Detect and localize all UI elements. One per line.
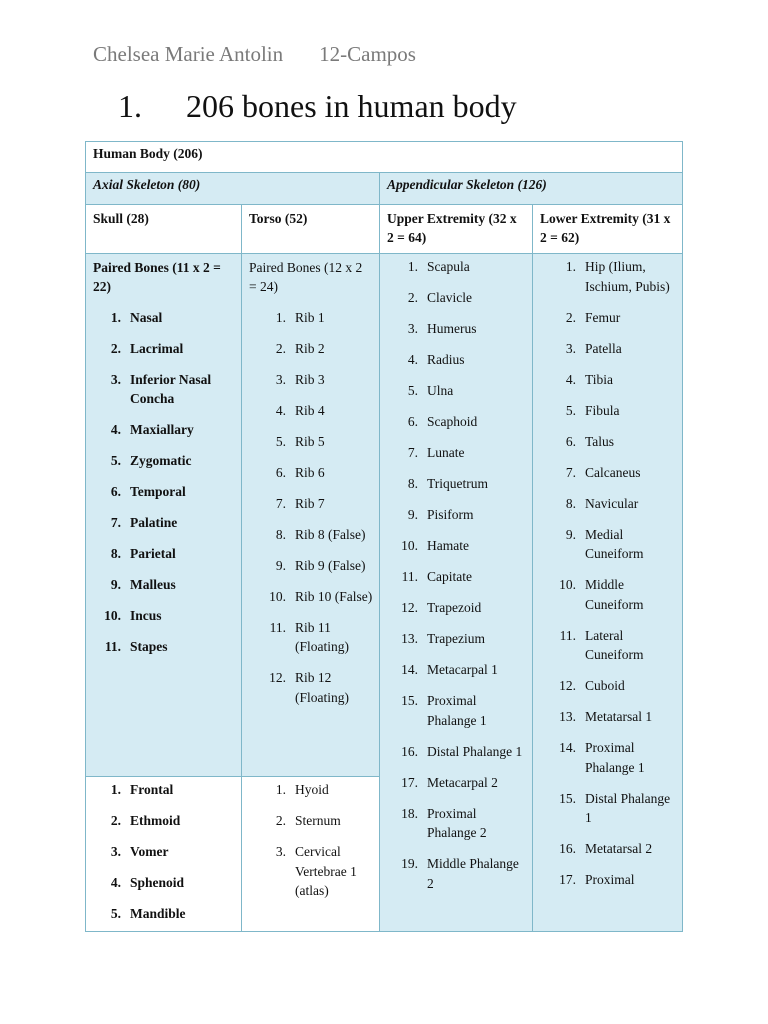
list-item-number: 12. bbox=[401, 600, 418, 615]
upper-extremity-label: Upper Extremity (32 x 2 = 64) bbox=[387, 211, 517, 245]
list-item-text: Proximal Phalange 1 bbox=[585, 740, 645, 775]
list-item-text: Patella bbox=[585, 340, 622, 356]
list-item bbox=[242, 780, 375, 800]
list-item bbox=[242, 842, 375, 901]
list-item bbox=[86, 575, 237, 595]
list-item-number: 17. bbox=[401, 774, 418, 790]
list-item bbox=[533, 370, 678, 390]
list-item bbox=[380, 598, 528, 618]
list-item bbox=[86, 370, 237, 409]
list-item-number: 2. bbox=[110, 813, 121, 828]
torso-single-cell bbox=[242, 777, 380, 932]
list-item-text: Medial Cuneiform bbox=[585, 526, 644, 561]
list-item-number: 2. bbox=[275, 813, 286, 828]
list-item-text: Stapes bbox=[130, 639, 168, 654]
list-item-text: Radius bbox=[427, 352, 465, 367]
list-item-text: Rib 12 (Floating) bbox=[295, 670, 349, 705]
list-item bbox=[380, 567, 528, 587]
list-item-text: Zygomatic bbox=[130, 453, 192, 468]
list-item-text: Mandible bbox=[130, 906, 186, 921]
list-item-text: Distal Phalange 1 bbox=[427, 743, 523, 759]
list-item-number: 4. bbox=[565, 371, 576, 387]
skull-single-cell bbox=[86, 777, 242, 932]
list-item bbox=[533, 308, 678, 328]
torso-cell bbox=[242, 205, 380, 254]
list-item-text: Rib 3 bbox=[295, 371, 325, 387]
list-item bbox=[380, 629, 528, 649]
list-item-number: 6. bbox=[275, 464, 286, 480]
list-item bbox=[533, 707, 678, 727]
appendicular-cell bbox=[380, 173, 683, 205]
list-item-text: Triquetrum bbox=[427, 476, 489, 491]
list-item-text: Hyoid bbox=[295, 782, 329, 797]
list-item-number: 9. bbox=[407, 507, 418, 522]
list-item-number: 2. bbox=[275, 340, 286, 356]
table-title: Human Body (206) bbox=[93, 146, 203, 161]
list-item bbox=[242, 432, 375, 452]
list-item bbox=[86, 873, 237, 893]
list-item-text: Nasal bbox=[130, 309, 163, 325]
skull-paired-cell bbox=[86, 254, 242, 777]
list-item-number: 5. bbox=[110, 906, 121, 921]
torso-paired-list bbox=[242, 308, 379, 708]
axial-cell bbox=[86, 173, 380, 205]
torso-paired-label: Paired Bones (12 x 2 = 24) bbox=[249, 260, 363, 294]
list-item-number: 5. bbox=[275, 433, 286, 449]
class-section: 12-Campos bbox=[319, 42, 416, 66]
list-item bbox=[533, 870, 678, 890]
list-item bbox=[242, 339, 375, 359]
list-item-number: 11. bbox=[104, 639, 121, 654]
list-item-text: Rib 2 bbox=[295, 340, 325, 356]
axial-skeleton-label: Axial Skeleton (80) bbox=[93, 177, 201, 192]
list-item bbox=[242, 370, 375, 390]
list-item-number: 15. bbox=[401, 693, 418, 708]
table-title-cell bbox=[86, 142, 683, 173]
table-body-row bbox=[86, 254, 683, 777]
list-item-number: 8. bbox=[275, 526, 286, 542]
list-item-number: 5. bbox=[565, 402, 576, 418]
list-item-number: 16. bbox=[559, 841, 576, 856]
list-item-number: 10. bbox=[269, 588, 286, 604]
list-item-number: 9. bbox=[565, 526, 576, 542]
list-item-number: 9. bbox=[275, 557, 286, 573]
list-item-text: Proximal bbox=[585, 872, 635, 887]
list-item bbox=[380, 691, 528, 730]
list-item-number: 3. bbox=[110, 371, 121, 387]
list-item-text: Maxiallary bbox=[130, 422, 194, 437]
skull-cell bbox=[86, 205, 242, 254]
list-item-number: 9. bbox=[110, 577, 121, 592]
list-item bbox=[533, 676, 678, 696]
list-item-text: Ulna bbox=[427, 383, 454, 398]
list-item-text: Incus bbox=[130, 608, 162, 623]
list-item-number: 3. bbox=[407, 321, 418, 336]
student-name: Chelsea Marie Antolin bbox=[93, 42, 284, 66]
list-item bbox=[86, 308, 237, 328]
list-item-number: 1. bbox=[110, 782, 121, 797]
list-item bbox=[242, 587, 375, 607]
list-item-text: Vomer bbox=[130, 844, 169, 859]
list-item-number: 8. bbox=[565, 495, 576, 511]
list-item bbox=[86, 811, 237, 831]
list-item bbox=[86, 451, 237, 471]
skull-label: Skull (28) bbox=[93, 211, 149, 226]
list-item-text: Ethmoid bbox=[130, 813, 181, 828]
list-item bbox=[86, 339, 237, 359]
list-item-text: Talus bbox=[585, 433, 615, 449]
list-item-number: 11. bbox=[559, 627, 576, 643]
list-item bbox=[242, 308, 375, 328]
upper-extremity-list bbox=[380, 257, 532, 893]
list-item bbox=[242, 618, 375, 657]
list-item bbox=[380, 288, 528, 308]
list-item-text: Rib 10 (False) bbox=[295, 588, 373, 604]
list-item bbox=[380, 536, 528, 556]
list-item-number: 6. bbox=[407, 414, 418, 429]
list-item-number: 7. bbox=[565, 464, 576, 480]
list-item bbox=[86, 780, 237, 800]
list-item-text: Frontal bbox=[130, 782, 174, 797]
list-item-text: Hamate bbox=[427, 538, 469, 553]
list-item-text: Lacrimal bbox=[130, 340, 184, 356]
list-item-number: 13. bbox=[401, 631, 418, 646]
list-item bbox=[380, 854, 528, 893]
list-item bbox=[380, 443, 528, 463]
list-item-number: 1. bbox=[110, 309, 121, 325]
list-item-text: Palatine bbox=[130, 515, 178, 530]
list-item-text: Clavicle bbox=[427, 290, 472, 305]
list-item-text: Parietal bbox=[130, 546, 176, 561]
list-item-number: 1. bbox=[407, 259, 418, 274]
list-item bbox=[533, 575, 678, 614]
list-item-text: Malleus bbox=[130, 577, 176, 592]
list-item-text: Cuboid bbox=[585, 678, 625, 693]
list-item bbox=[242, 811, 375, 831]
list-item bbox=[380, 660, 528, 680]
list-item-number: 10. bbox=[104, 608, 121, 623]
list-item-number: 14. bbox=[559, 740, 576, 755]
list-item bbox=[380, 257, 528, 277]
list-item bbox=[380, 505, 528, 525]
list-item-number: 4. bbox=[275, 402, 286, 418]
page-heading bbox=[118, 88, 517, 125]
list-item bbox=[242, 556, 375, 576]
list-item bbox=[242, 463, 375, 483]
list-item-number: 14. bbox=[401, 662, 418, 677]
list-item bbox=[533, 738, 678, 777]
list-item-text: Rib 11 (Floating) bbox=[295, 619, 349, 654]
list-item-text: Lateral Cuneiform bbox=[585, 627, 644, 662]
table-section-row bbox=[86, 173, 683, 205]
upper-list-cell bbox=[380, 254, 533, 932]
list-item-text: Scapula bbox=[427, 259, 470, 274]
list-item-number: 12. bbox=[559, 678, 576, 693]
list-item-text: Humerus bbox=[427, 321, 477, 336]
list-item-text: Scaphoid bbox=[427, 414, 478, 429]
list-item bbox=[242, 668, 375, 707]
list-item-number: 15. bbox=[559, 790, 576, 806]
list-item-number: 3. bbox=[565, 340, 576, 356]
list-item bbox=[86, 420, 237, 440]
list-item bbox=[380, 474, 528, 494]
list-item bbox=[533, 339, 678, 359]
list-item-number: 11. bbox=[401, 569, 418, 584]
list-item-text: Rib 4 bbox=[295, 402, 325, 418]
list-item bbox=[533, 463, 678, 483]
list-item bbox=[533, 494, 678, 514]
list-item-text: Rib 8 (False) bbox=[295, 526, 366, 542]
list-item-number: 3. bbox=[275, 371, 286, 387]
list-item bbox=[242, 525, 375, 545]
list-item-text: Tibia bbox=[585, 371, 614, 387]
list-item bbox=[380, 773, 528, 793]
list-item-number: 1. bbox=[565, 259, 576, 274]
list-item-text: Metacarpal 2 bbox=[427, 774, 498, 790]
list-item-text: Rib 5 bbox=[295, 433, 325, 449]
list-item bbox=[533, 525, 678, 564]
list-item-text: Rib 7 bbox=[295, 495, 325, 511]
lower-list-cell bbox=[533, 254, 683, 932]
list-item bbox=[380, 804, 528, 843]
skull-paired-list bbox=[86, 308, 241, 657]
list-item bbox=[380, 742, 528, 762]
list-item bbox=[380, 319, 528, 339]
lower-extremity-list bbox=[533, 257, 682, 890]
list-item-text: Fibula bbox=[585, 402, 620, 418]
list-item-text: Cervical Vertebrae 1 (atlas) bbox=[295, 844, 357, 898]
list-item-text: Metatarsal 2 bbox=[585, 841, 653, 856]
list-item-text: Middle Phalange 2 bbox=[427, 856, 519, 891]
list-item-number: 2. bbox=[565, 309, 576, 325]
list-item-number: 2. bbox=[407, 290, 418, 305]
list-item-text: Proximal Phalange 2 bbox=[427, 805, 487, 840]
list-item-number: 19. bbox=[401, 856, 418, 871]
list-item bbox=[86, 842, 237, 862]
list-item-text: Rib 1 bbox=[295, 309, 325, 325]
list-item-number: 3. bbox=[110, 844, 121, 859]
list-item-number: 5. bbox=[110, 453, 121, 468]
upper-cell bbox=[380, 205, 533, 254]
skull-paired-label: Paired Bones (11 x 2 = 22) bbox=[93, 260, 221, 294]
torso-paired-cell bbox=[242, 254, 380, 777]
list-item-number: 3. bbox=[275, 844, 286, 859]
list-item-text: Distal Phalange 1 bbox=[585, 790, 671, 825]
list-item bbox=[533, 626, 678, 665]
list-item-number: 5. bbox=[407, 383, 418, 398]
list-item-number: 8. bbox=[110, 546, 121, 561]
list-item-number: 1. bbox=[275, 782, 286, 797]
list-item-text: Inferior Nasal Concha bbox=[130, 371, 212, 406]
lower-extremity-label: Lower Extremity (31 x 2 = 62) bbox=[540, 211, 671, 245]
list-item bbox=[86, 513, 237, 533]
list-item-number: 1. bbox=[275, 309, 286, 325]
table-subheader-row bbox=[86, 205, 683, 254]
list-item-number: 4. bbox=[110, 422, 121, 437]
list-item bbox=[380, 412, 528, 432]
list-item bbox=[533, 401, 678, 421]
list-item-number: 8. bbox=[407, 476, 418, 491]
list-item bbox=[533, 257, 678, 296]
list-item-text: Proximal Phalange 1 bbox=[427, 693, 487, 728]
list-item-text: Metatarsal 1 bbox=[585, 709, 653, 724]
appendicular-skeleton-label: Appendicular Skeleton (126) bbox=[387, 177, 547, 192]
list-item-text: Pisiform bbox=[427, 507, 474, 522]
skull-single-list bbox=[86, 780, 241, 924]
list-item-text: Trapezoid bbox=[427, 600, 482, 615]
list-item bbox=[86, 606, 237, 626]
list-item bbox=[86, 637, 237, 657]
list-item-number: 13. bbox=[559, 709, 576, 724]
list-item-number: 7. bbox=[407, 445, 418, 460]
list-item-text: Navicular bbox=[585, 495, 639, 511]
list-item bbox=[380, 381, 528, 401]
list-item-number: 7. bbox=[110, 515, 121, 530]
list-item-text: Sternum bbox=[295, 813, 341, 828]
list-item-number: 7. bbox=[275, 495, 286, 511]
list-item-number: 10. bbox=[401, 538, 418, 553]
list-item-text: Lunate bbox=[427, 445, 465, 460]
torso-label: Torso (52) bbox=[249, 211, 308, 226]
list-item-number: 12. bbox=[269, 670, 286, 685]
heading-number: 1. bbox=[118, 88, 142, 124]
list-item-text: Metacarpal 1 bbox=[427, 662, 498, 677]
list-item-number: 4. bbox=[110, 875, 121, 890]
list-item-text: Capitate bbox=[427, 569, 472, 584]
list-item bbox=[86, 482, 237, 502]
list-item-number: 2. bbox=[110, 340, 121, 356]
list-item-text: Hip (Ilium, Ischium, Pubis) bbox=[585, 259, 670, 294]
list-item bbox=[86, 544, 237, 564]
heading-title: 206 bones in human body bbox=[186, 88, 517, 124]
list-item-text: Calcaneus bbox=[585, 464, 641, 480]
list-item-text: Temporal bbox=[130, 484, 186, 499]
list-item-number: 6. bbox=[110, 484, 121, 499]
document-header bbox=[93, 42, 416, 67]
list-item-number: 6. bbox=[565, 433, 576, 449]
table-title-row bbox=[86, 142, 683, 173]
bones-table bbox=[85, 141, 683, 932]
list-item-text: Sphenoid bbox=[130, 875, 185, 890]
list-item-text: Trapezium bbox=[427, 631, 485, 646]
list-item bbox=[86, 904, 237, 924]
list-item-number: 16. bbox=[401, 743, 418, 759]
list-item bbox=[533, 432, 678, 452]
list-item-number: 18. bbox=[401, 805, 418, 821]
list-item-number: 10. bbox=[559, 577, 576, 592]
list-item-number: 17. bbox=[559, 872, 576, 887]
list-item-text: Femur bbox=[585, 309, 621, 325]
list-item bbox=[242, 494, 375, 514]
list-item-text: Rib 6 bbox=[295, 464, 325, 480]
list-item bbox=[533, 839, 678, 859]
list-item-text: Middle Cuneiform bbox=[585, 577, 644, 612]
list-item-number: 11. bbox=[269, 619, 286, 635]
list-item-number: 4. bbox=[407, 352, 418, 367]
torso-single-list bbox=[242, 780, 379, 901]
list-item-text: Rib 9 (False) bbox=[295, 557, 366, 573]
lower-cell bbox=[533, 205, 683, 254]
list-item bbox=[533, 789, 678, 828]
list-item bbox=[242, 401, 375, 421]
list-item bbox=[380, 350, 528, 370]
